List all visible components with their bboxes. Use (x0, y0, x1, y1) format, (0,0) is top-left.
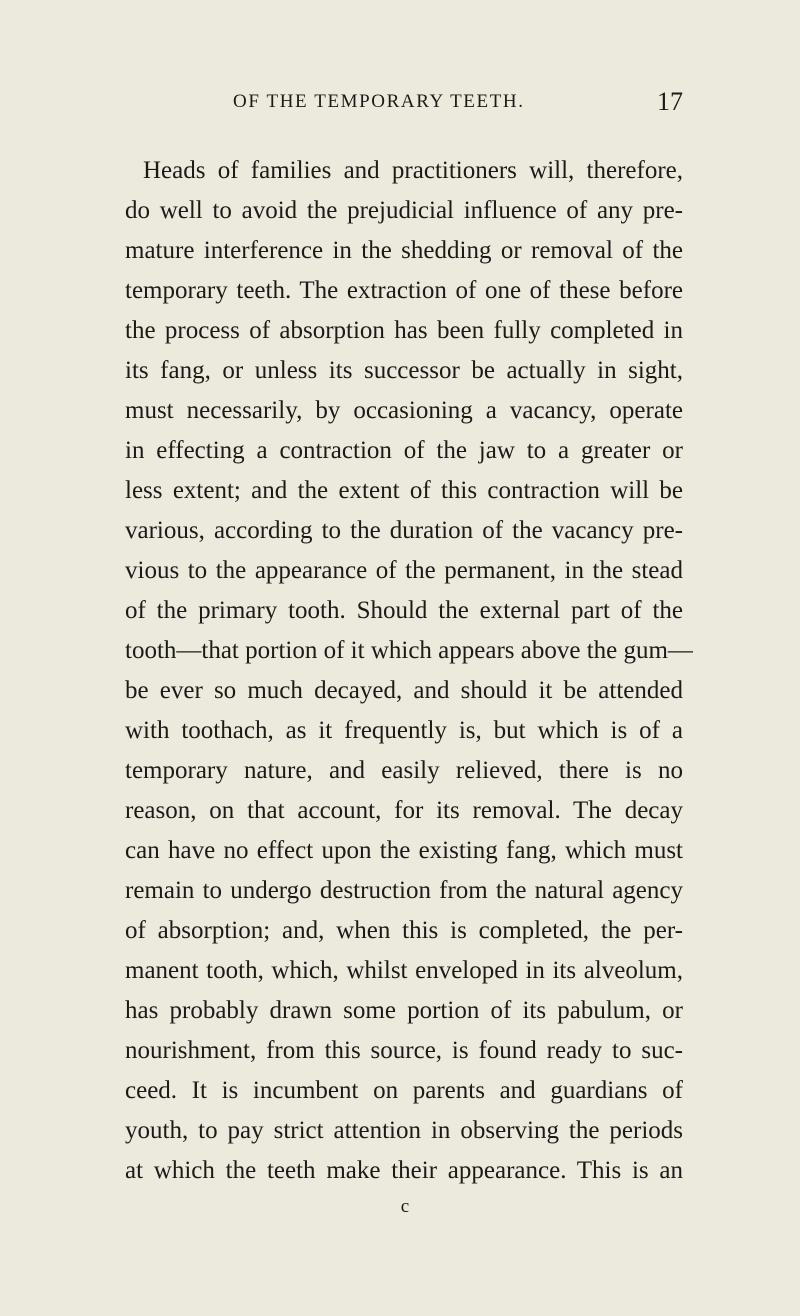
signature-mark: c (400, 1196, 410, 1217)
text-line: temporary teeth. The extraction of one of these before (125, 277, 683, 304)
text-line: has probably drawn some portion of its pabulum, or (125, 997, 683, 1024)
text-line: at which the teeth make their appearance. This is an (125, 1157, 683, 1184)
text-line: temporary nature, and easily relieved, there is no (125, 757, 683, 784)
text-line: of absorption; and, when this is completed, the per- (125, 917, 683, 944)
text-line: less extent; and the extent of this contraction will be (125, 477, 683, 504)
running-head (125, 87, 683, 117)
text-line: ceed. It is incumbent on parents and guardians of (125, 1077, 683, 1104)
text-line: vious to the appearance of the permanent, in the stead (125, 557, 683, 584)
text-line: manent tooth, which, whilst enveloped in its alveolum, (125, 957, 683, 984)
text-line: nourishment, from this source, is found ready to suc- (125, 1037, 683, 1064)
text-line: Heads of families and practitioners will, therefore, (143, 157, 683, 184)
running-title: OF THE TEMPORARY TEETH. (233, 91, 525, 112)
text-line: with toothach, as it frequently is, but which is of a (125, 717, 683, 744)
text-line: reason, on that account, for its removal. The decay (125, 797, 683, 824)
text-line: mature interference in the shedding or removal of the (125, 237, 683, 264)
text-line: must necessarily, by occasioning a vacancy, operate (125, 397, 683, 424)
text-line: of the primary tooth. Should the external part of the (125, 597, 683, 624)
text-line: remain to undergo destruction from the natural agency (125, 877, 683, 904)
text-line: the process of absorption has been fully completed in (125, 317, 683, 344)
text-line: do well to avoid the prejudicial influence of any pre- (125, 197, 683, 224)
text-line: its fang, or unless its successor be actually in sight, (125, 357, 683, 384)
text-line: tooth—that portion of it which appears above the gum— (125, 637, 693, 664)
text-line: youth, to pay strict attention in observing the periods (125, 1117, 683, 1144)
text-line: various, according to the duration of the vacancy pre- (125, 517, 683, 544)
text-line: can have no effect upon the existing fang, which must (125, 837, 683, 864)
text-line: in effecting a contraction of the jaw to a greater or (125, 437, 683, 464)
page-number: 17 (657, 87, 683, 116)
body-text (125, 152, 693, 1192)
text-line: be ever so much decayed, and should it be attended (125, 677, 683, 704)
